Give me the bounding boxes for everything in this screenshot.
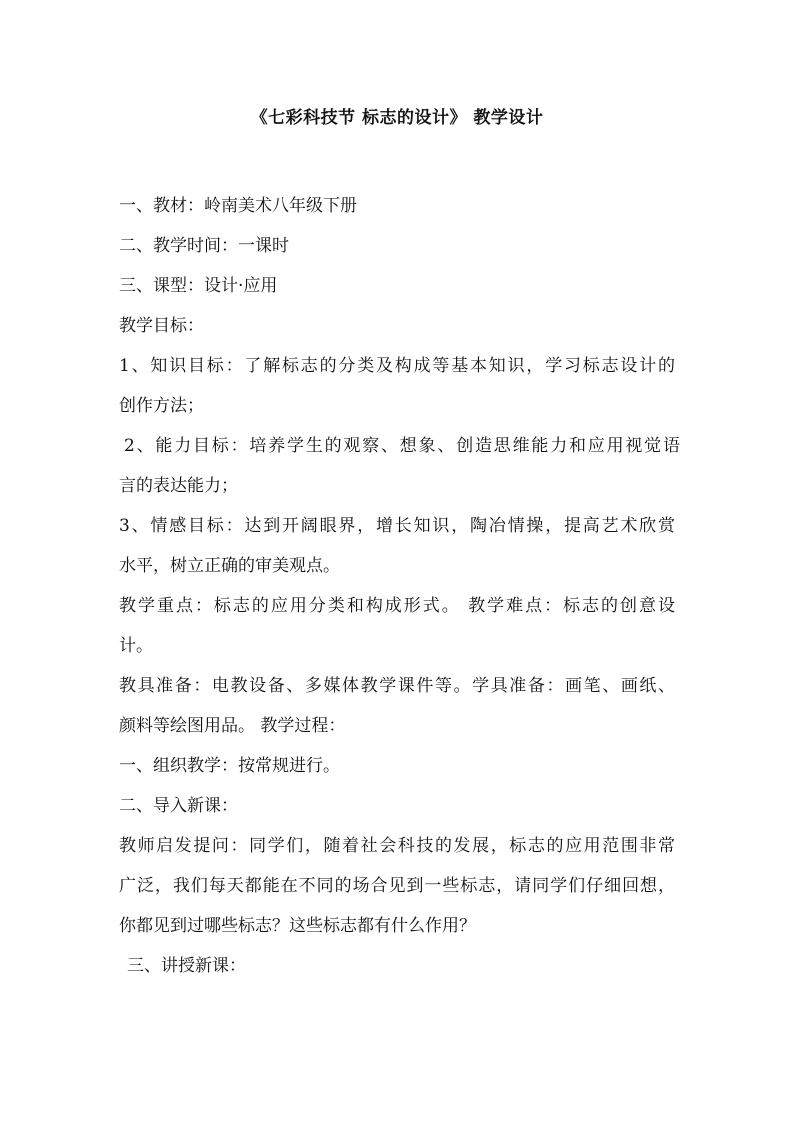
text-line-emotion-goal: 3、情感目标：达到开阔眼界，增长知识，陶冶情操，提高艺术欣赏 [119, 516, 675, 536]
text-line-lesson-type: 三、课型：设计·应用 [119, 276, 278, 296]
text-line-key-points-cont: 计。 [119, 636, 153, 656]
text-line-textbook: 一、教材：岭南美术八年级下册 [119, 196, 357, 216]
text-line-teaching-aids-cont: 颜料等绘图用品。 教学过程： [119, 716, 346, 736]
text-line-teacher-question-end: 你都见到过哪些标志？这些标志都有什么作用？ [119, 916, 476, 936]
text-line-knowledge-goal-cont: 创作方法； [119, 396, 204, 416]
text-line-teaching-time: 二、教学时间：一课时 [119, 236, 289, 256]
text-line-ability-goal: 2、能力目标：培养学生的观察、想象、创造思维能力和应用视觉语 [124, 436, 680, 456]
document-body [119, 186, 679, 986]
text-line-key-points: 教学重点：标志的应用分类和构成形式。 教学难点：标志的创意设 [119, 596, 675, 616]
text-line-objectives-heading: 教学目标： [119, 316, 204, 336]
text-line-knowledge-goal: 1、知识目标：了解标志的分类及构成等基本知识，学习标志设计的 [119, 356, 675, 376]
text-line-ability-goal-cont: 言的表达能力； [119, 476, 238, 496]
text-line-teaching-aids: 教具准备：电教设备、多媒体教学课件等。学具准备：画笔、画纸、 [119, 676, 675, 696]
text-line-emotion-goal-cont: 水平，树立正确的审美观点。 [119, 556, 340, 576]
text-line-new-lesson: 三、讲授新课： [127, 956, 246, 976]
text-line-organize-teaching: 一、组织教学：按常规进行。 [119, 756, 340, 776]
text-line-teacher-question: 教师启发提问：同学们，随着社会科技的发展，标志的应用范围非常 [119, 836, 675, 856]
text-line-introduce-lesson: 二、导入新课： [119, 796, 238, 816]
document-title: 《七彩科技节 标志的设计》 教学设计 [250, 108, 544, 128]
text-line-teacher-question-cont: 广泛，我们每天都能在不同的场合见到一些标志，请同学们仔细回想， [119, 876, 675, 896]
